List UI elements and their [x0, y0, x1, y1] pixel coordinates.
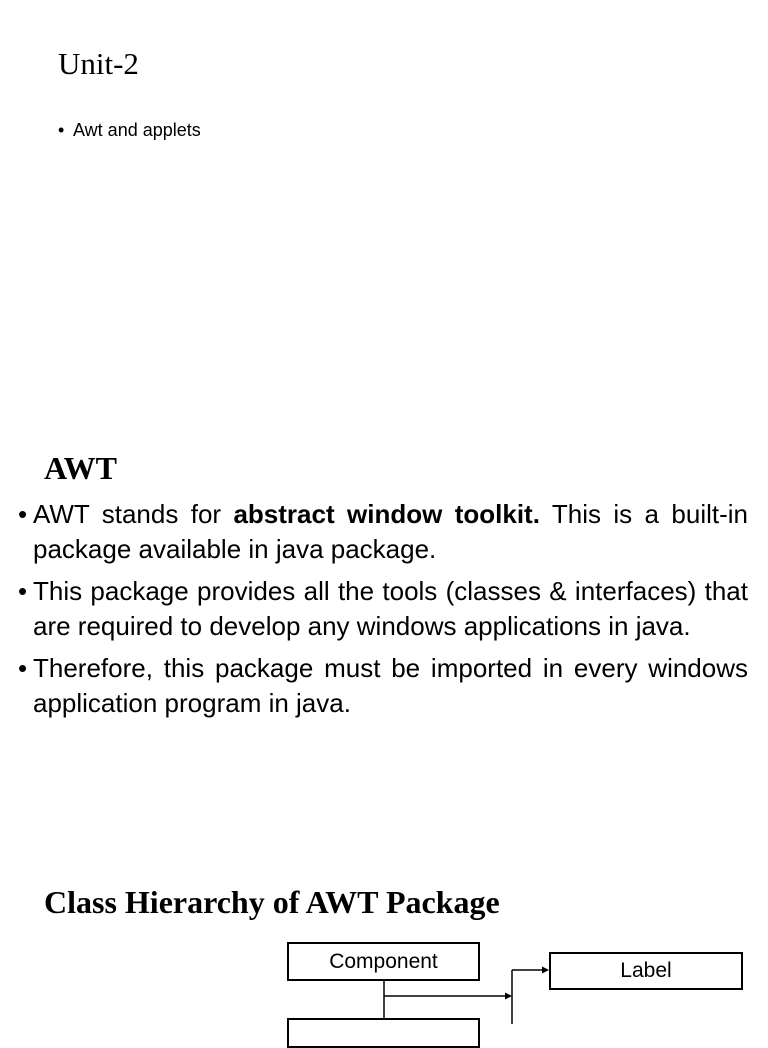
- list-item: [18, 651, 748, 720]
- component-label: Component: [329, 949, 438, 973]
- hierarchy-heading: Class Hierarchy of AWT Package: [44, 884, 500, 920]
- bullet-text: This package provides all the tools (classes & interfaces) that are required to develop any windows applications in java.: [33, 576, 748, 641]
- component-box: [287, 942, 480, 981]
- label-box: [549, 952, 743, 990]
- label-class-label: Label: [620, 959, 672, 982]
- list-item: [18, 497, 748, 566]
- awt-bullet-list: [18, 497, 748, 728]
- branch-arrow-icon: [505, 993, 512, 1000]
- bullet-icon: •: [18, 499, 28, 529]
- bullet-text-before: AWT stands for: [33, 499, 234, 529]
- awt-heading: AWT: [44, 450, 117, 486]
- bullet-text: Therefore, this package must be imported in every windows application program in java.: [33, 653, 748, 718]
- unit-title: Unit-2: [58, 46, 139, 81]
- bullet-icon: •: [18, 576, 28, 606]
- bullet-text-bold: abstract window toolkit.: [233, 499, 540, 529]
- child-class-box: [287, 1018, 480, 1048]
- bullet-icon: •: [18, 653, 28, 683]
- topic-bullet-text: Awt and applets: [73, 120, 201, 140]
- label-arrow-icon: [542, 967, 549, 974]
- bullet-icon: •: [58, 120, 65, 140]
- bullet-text-after: This is a built-in package available in java package.: [33, 499, 749, 564]
- list-item: [18, 574, 748, 643]
- topic-bullet: [58, 118, 201, 142]
